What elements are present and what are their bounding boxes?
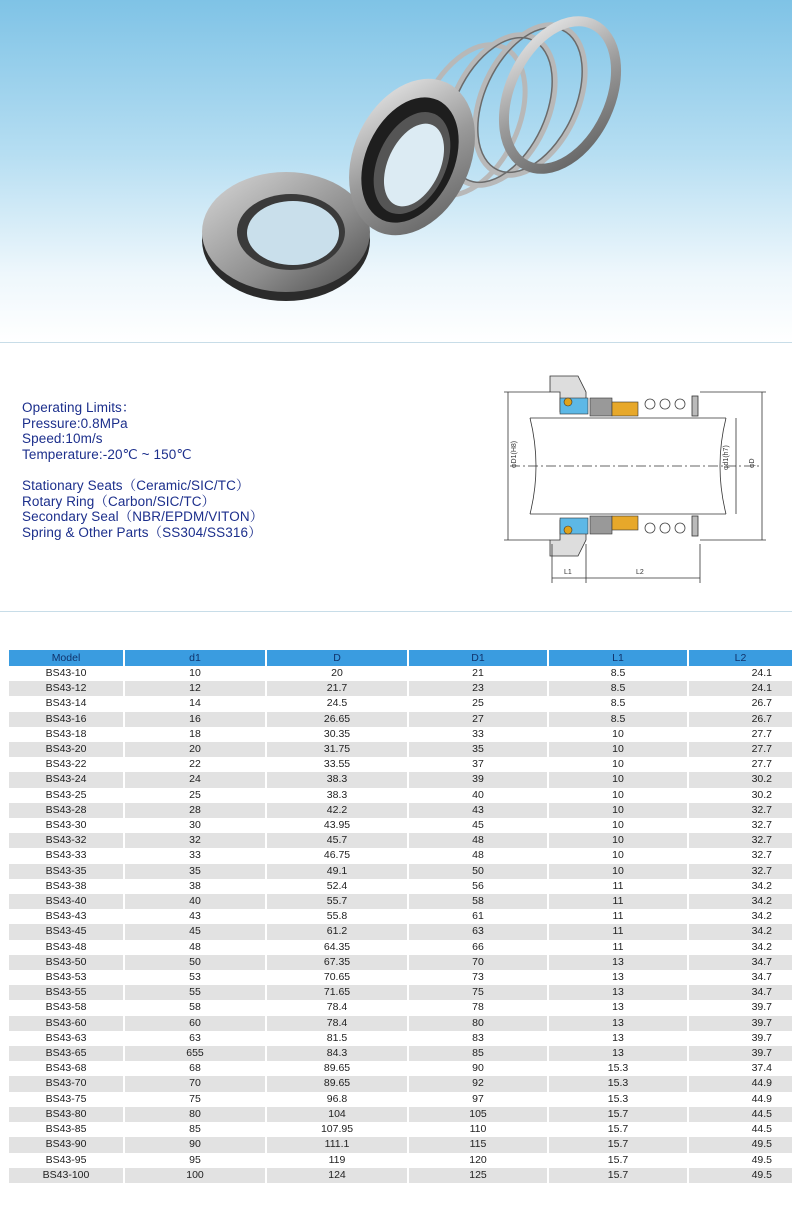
table-row: [9, 742, 792, 757]
cell-d1: 110: [409, 1122, 549, 1137]
cell-l2: 27.7: [689, 757, 792, 772]
cell-d1: 50: [125, 955, 267, 970]
cell-d: 33.55: [267, 757, 409, 772]
cell-l1: 10: [549, 848, 689, 863]
cell-model: BS43-58: [9, 1000, 125, 1015]
cell-l2: 27.7: [689, 727, 792, 742]
cell-l2: 34.2: [689, 940, 792, 955]
table-row: [9, 1153, 792, 1168]
cell-d1: 35: [409, 742, 549, 757]
cell-model: BS43-65: [9, 1046, 125, 1061]
cell-d1: 63: [409, 924, 549, 939]
cell-d: 21.7: [267, 681, 409, 696]
cell-d: 38.3: [267, 772, 409, 787]
table-row: [9, 1168, 792, 1183]
cell-d1: 120: [409, 1153, 549, 1168]
cell-d1: 33: [409, 727, 549, 742]
cell-l1: 10: [549, 818, 689, 833]
cell-l2: 26.7: [689, 696, 792, 711]
cell-model: BS43-10: [9, 666, 125, 681]
label-d1-h8: φD1(H8): [511, 440, 518, 468]
cell-d1: 68: [125, 1061, 267, 1076]
cell-l1: 8.5: [549, 666, 689, 681]
cell-model: BS43-40: [9, 894, 125, 909]
column-header-d: D: [267, 650, 409, 666]
cell-d: 38.3: [267, 788, 409, 803]
cell-l1: 10: [549, 864, 689, 879]
cell-d1: 60: [125, 1016, 267, 1031]
cell-d1: 39: [409, 772, 549, 787]
cell-l1: 13: [549, 970, 689, 985]
cell-l2: 39.7: [689, 1016, 792, 1031]
cell-model: BS43-22: [9, 757, 125, 772]
cell-d1: 80: [125, 1107, 267, 1122]
cell-d1: 43: [125, 909, 267, 924]
cell-model: BS43-24: [9, 772, 125, 787]
cell-d1: 83: [409, 1031, 549, 1046]
cell-l1: 10: [549, 803, 689, 818]
table-row: [9, 940, 792, 955]
table-row: [9, 970, 792, 985]
cell-d1: 27: [409, 712, 549, 727]
cell-d1: 10: [125, 666, 267, 681]
table-header-row: [9, 650, 792, 666]
table-row: [9, 894, 792, 909]
stationary-seat-ring: [202, 172, 370, 301]
cell-l1: 11: [549, 924, 689, 939]
cell-d1: 33: [125, 848, 267, 863]
cell-model: BS43-45: [9, 924, 125, 939]
cell-l2: 49.5: [689, 1153, 792, 1168]
label-d: φD: [749, 458, 756, 468]
cell-d1: 30: [125, 818, 267, 833]
cell-l1: 8.5: [549, 712, 689, 727]
table-row: [9, 1031, 792, 1046]
cell-d: 89.65: [267, 1076, 409, 1091]
cell-l1: 11: [549, 894, 689, 909]
cell-d: 67.35: [267, 955, 409, 970]
cell-l2: 32.7: [689, 803, 792, 818]
temperature-limit: Temperature:-20℃ ~ 150℃: [22, 446, 192, 462]
column-header-model: Model: [9, 650, 125, 666]
table-row: [9, 1061, 792, 1076]
cell-d: 89.65: [267, 1061, 409, 1076]
cell-l2: 30.2: [689, 788, 792, 803]
cell-d1: 655: [125, 1046, 267, 1061]
cell-l2: 44.9: [689, 1092, 792, 1107]
cell-d: 52.4: [267, 879, 409, 894]
cell-d1: 85: [125, 1122, 267, 1137]
cell-d1: 37: [409, 757, 549, 772]
cell-d1: 28: [125, 803, 267, 818]
cell-l1: 15.7: [549, 1122, 689, 1137]
cell-d1: 90: [409, 1061, 549, 1076]
table-row: [9, 848, 792, 863]
cell-l1: 10: [549, 727, 689, 742]
cell-l1: 11: [549, 940, 689, 955]
cell-d: 24.5: [267, 696, 409, 711]
cell-d1: 100: [125, 1168, 267, 1183]
cell-l2: 32.7: [689, 864, 792, 879]
cell-l2: 44.9: [689, 1076, 792, 1091]
cell-l1: 13: [549, 955, 689, 970]
cell-d: 107.95: [267, 1122, 409, 1137]
cell-l2: 34.2: [689, 879, 792, 894]
cell-l2: 34.7: [689, 955, 792, 970]
cell-d: 30.35: [267, 727, 409, 742]
cell-model: BS43-20: [9, 742, 125, 757]
cell-l1: 11: [549, 879, 689, 894]
column-header-l1: L1: [549, 650, 689, 666]
cell-d: 31.75: [267, 742, 409, 757]
cell-l2: 44.5: [689, 1107, 792, 1122]
cell-d1: 32: [125, 833, 267, 848]
cell-d1: 18: [125, 727, 267, 742]
cell-d1: 23: [409, 681, 549, 696]
cell-l2: 30.2: [689, 772, 792, 787]
cell-l2: 32.7: [689, 848, 792, 863]
cell-d: 64.35: [267, 940, 409, 955]
cell-d1: 56: [409, 879, 549, 894]
table-row: [9, 818, 792, 833]
table-row: [9, 1107, 792, 1122]
cell-d: 26.65: [267, 712, 409, 727]
rotary-ring-material: Rotary Ring（Carbon/SIC/TC）: [22, 493, 216, 509]
cell-d1: 48: [409, 833, 549, 848]
cell-d: 42.2: [267, 803, 409, 818]
cell-model: BS43-16: [9, 712, 125, 727]
cell-l1: 13: [549, 985, 689, 1000]
cell-d1: 12: [125, 681, 267, 696]
cell-l2: 44.5: [689, 1122, 792, 1137]
cell-d: 104: [267, 1107, 409, 1122]
cell-d1: 16: [125, 712, 267, 727]
table-row: [9, 803, 792, 818]
cell-d: 119: [267, 1153, 409, 1168]
cell-d1: 70: [409, 955, 549, 970]
cell-d: 71.65: [267, 985, 409, 1000]
cell-model: BS43-32: [9, 833, 125, 848]
cell-model: BS43-38: [9, 879, 125, 894]
cell-d1: 53: [125, 970, 267, 985]
cell-l2: 34.2: [689, 924, 792, 939]
cell-d1: 80: [409, 1016, 549, 1031]
table-body: [9, 666, 792, 1183]
table-row: [9, 1076, 792, 1091]
column-header-d1: D1: [409, 650, 549, 666]
cell-d1: 75: [125, 1092, 267, 1107]
operating-limits-heading: Operating Limits：: [22, 400, 136, 415]
cell-d1: 50: [409, 864, 549, 879]
cell-l1: 13: [549, 1016, 689, 1031]
cell-l1: 15.7: [549, 1107, 689, 1122]
cell-d1: 45: [125, 924, 267, 939]
cell-d: 55.8: [267, 909, 409, 924]
cell-l1: 15.7: [549, 1168, 689, 1183]
table-row: [9, 1000, 792, 1015]
cell-model: BS43-100: [9, 1168, 125, 1183]
table-row: [9, 864, 792, 879]
cell-model: BS43-14: [9, 696, 125, 711]
seal-cross-section-drawing: [490, 368, 780, 590]
cell-d1: 20: [125, 742, 267, 757]
cell-d: 111.1: [267, 1137, 409, 1152]
column-header-d1: d1: [125, 650, 267, 666]
table-row: [9, 788, 792, 803]
cell-d: 81.5: [267, 1031, 409, 1046]
cell-d: 70.65: [267, 970, 409, 985]
cell-model: BS43-48: [9, 940, 125, 955]
cell-model: BS43-35: [9, 864, 125, 879]
cell-d1: 25: [409, 696, 549, 711]
cell-d1: 40: [409, 788, 549, 803]
cell-l2: 32.7: [689, 833, 792, 848]
dimension-table: [9, 650, 792, 1183]
table-row: [9, 727, 792, 742]
cell-d1: 61: [409, 909, 549, 924]
cell-model: BS43-60: [9, 1016, 125, 1031]
table-row: [9, 666, 792, 681]
cell-d: 46.75: [267, 848, 409, 863]
column-header-l2: L2: [689, 650, 792, 666]
cell-l2: 34.7: [689, 970, 792, 985]
cell-l2: 34.2: [689, 894, 792, 909]
cell-l1: 15.7: [549, 1137, 689, 1152]
cell-model: BS43-28: [9, 803, 125, 818]
cell-l1: 10: [549, 757, 689, 772]
cell-model: BS43-95: [9, 1153, 125, 1168]
cell-l1: 13: [549, 1046, 689, 1061]
cell-d1: 22: [125, 757, 267, 772]
cell-d1: 75: [409, 985, 549, 1000]
table-row: [9, 909, 792, 924]
cell-d1: 70: [125, 1076, 267, 1091]
pressure-limit: Pressure:0.8MPa: [22, 415, 128, 431]
cell-d1: 125: [409, 1168, 549, 1183]
stationary-seat-material: Stationary Seats（Ceramic/SIC/TC）: [22, 478, 250, 493]
table-row: [9, 1092, 792, 1107]
cell-l1: 13: [549, 1031, 689, 1046]
cell-model: BS43-90: [9, 1137, 125, 1152]
cell-d: 49.1: [267, 864, 409, 879]
cell-l2: 39.7: [689, 1046, 792, 1061]
table-row: [9, 985, 792, 1000]
cell-model: BS43-50: [9, 955, 125, 970]
cell-d1: 58: [409, 894, 549, 909]
cell-d1: 58: [125, 1000, 267, 1015]
cell-d1: 97: [409, 1092, 549, 1107]
cell-d: 61.2: [267, 924, 409, 939]
cell-d1: 115: [409, 1137, 549, 1152]
cell-l2: 26.7: [689, 712, 792, 727]
cell-d1: 38: [125, 879, 267, 894]
cell-l1: 15.3: [549, 1092, 689, 1107]
cell-d: 124: [267, 1168, 409, 1183]
cell-l2: 49.5: [689, 1168, 792, 1183]
cell-model: BS43-68: [9, 1061, 125, 1076]
table-row: [9, 681, 792, 696]
cell-l2: 34.7: [689, 985, 792, 1000]
secondary-seal-material: Secondary Seal（NBR/EPDM/VITON）: [22, 509, 264, 524]
cell-model: BS43-55: [9, 985, 125, 1000]
table-row: [9, 712, 792, 727]
cell-l2: 27.7: [689, 742, 792, 757]
cell-d: 78.4: [267, 1000, 409, 1015]
cell-d1: 73: [409, 970, 549, 985]
spec-text: [22, 400, 263, 540]
cell-l1: 10: [549, 772, 689, 787]
cell-d1: 40: [125, 894, 267, 909]
cell-d1: 48: [125, 940, 267, 955]
cell-l1: 13: [549, 1000, 689, 1015]
cell-model: BS43-75: [9, 1092, 125, 1107]
cell-model: BS43-80: [9, 1107, 125, 1122]
table-row: [9, 1016, 792, 1031]
table-row: [9, 879, 792, 894]
cell-d: 96.8: [267, 1092, 409, 1107]
label-l1: L1: [564, 569, 572, 576]
cell-l2: 39.7: [689, 1000, 792, 1015]
cell-model: BS43-33: [9, 848, 125, 863]
cell-d1: 14: [125, 696, 267, 711]
cell-d1: 55: [125, 985, 267, 1000]
cell-l1: 11: [549, 909, 689, 924]
cell-d1: 95: [125, 1153, 267, 1168]
cell-l2: 49.5: [689, 1137, 792, 1152]
cell-l1: 15.7: [549, 1153, 689, 1168]
cell-l2: 37.4: [689, 1061, 792, 1076]
table-row: [9, 757, 792, 772]
cell-d: 43.95: [267, 818, 409, 833]
cell-l1: 10: [549, 742, 689, 757]
cell-l1: 15.3: [549, 1076, 689, 1091]
cell-d1: 90: [125, 1137, 267, 1152]
cell-l1: 8.5: [549, 681, 689, 696]
cell-l1: 10: [549, 788, 689, 803]
cell-d1: 45: [409, 818, 549, 833]
cell-d1: 92: [409, 1076, 549, 1091]
cell-model: BS43-30: [9, 818, 125, 833]
speed-limit: Speed:10m/s: [22, 431, 103, 446]
cell-d1: 66: [409, 940, 549, 955]
cell-d: 45.7: [267, 833, 409, 848]
spring-material: Spring & Other Parts（SS304/SS316）: [22, 524, 262, 540]
cell-d: 55.7: [267, 894, 409, 909]
cell-d: 84.3: [267, 1046, 409, 1061]
cell-d1: 24: [125, 772, 267, 787]
cell-model: BS43-85: [9, 1122, 125, 1137]
cell-l2: 24.1: [689, 666, 792, 681]
cell-model: BS43-12: [9, 681, 125, 696]
cell-d1: 78: [409, 1000, 549, 1015]
cell-model: BS43-70: [9, 1076, 125, 1091]
table-row: [9, 696, 792, 711]
table-row: [9, 1137, 792, 1152]
product-photo-banner: [0, 0, 792, 342]
cell-l2: 39.7: [689, 1031, 792, 1046]
cell-d: 78.4: [267, 1016, 409, 1031]
cell-d1: 21: [409, 666, 549, 681]
cell-l2: 32.7: [689, 818, 792, 833]
table-row: [9, 772, 792, 787]
cell-d1: 43: [409, 803, 549, 818]
label-l2: L2: [636, 569, 644, 576]
label-d1-h7: φd1(h7): [723, 445, 730, 470]
mechanical-seal-illustration: [0, 0, 792, 342]
cell-model: BS43-43: [9, 909, 125, 924]
cell-model: BS43-63: [9, 1031, 125, 1046]
cell-l1: 15.3: [549, 1061, 689, 1076]
table-row: [9, 1046, 792, 1061]
cell-d1: 48: [409, 848, 549, 863]
cell-d1: 35: [125, 864, 267, 879]
table-row: [9, 833, 792, 848]
cell-d1: 25: [125, 788, 267, 803]
cell-model: BS43-25: [9, 788, 125, 803]
cell-l2: 24.1: [689, 681, 792, 696]
cell-d1: 105: [409, 1107, 549, 1122]
cell-d1: 63: [125, 1031, 267, 1046]
cell-l2: 34.2: [689, 909, 792, 924]
divider: [0, 611, 792, 612]
table-row: [9, 924, 792, 939]
cell-model: BS43-18: [9, 727, 125, 742]
cell-d: 20: [267, 666, 409, 681]
cell-d1: 85: [409, 1046, 549, 1061]
cell-l1: 8.5: [549, 696, 689, 711]
table-row: [9, 955, 792, 970]
table-row: [9, 1122, 792, 1137]
cell-model: BS43-53: [9, 970, 125, 985]
cell-l1: 10: [549, 833, 689, 848]
